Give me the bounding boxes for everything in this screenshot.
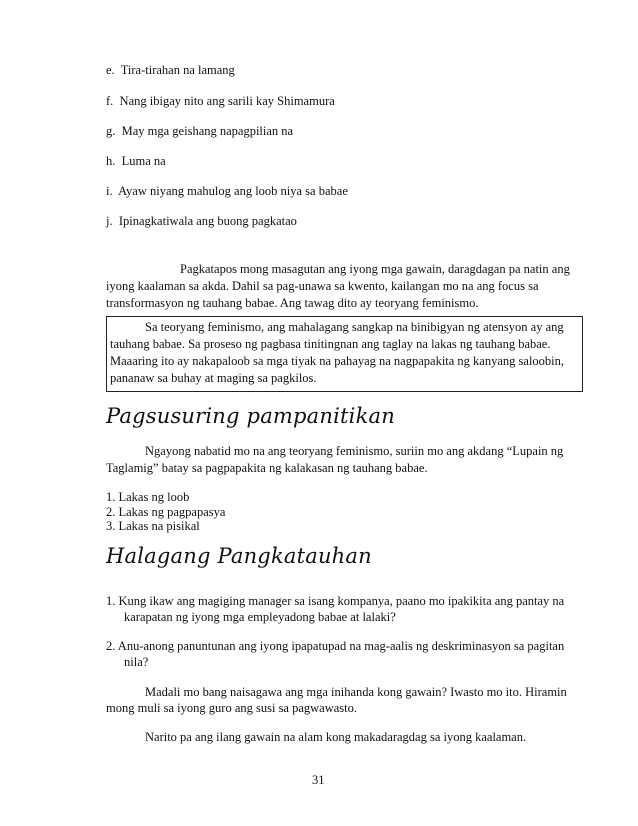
- item-text: Luma na: [121, 154, 166, 168]
- item-text: May mga geishang napagpilian na: [121, 124, 294, 138]
- section-heading-halagang: Halagang Pangkatauhan: [106, 544, 372, 568]
- item-label: g.: [106, 124, 116, 138]
- item-label: j.: [106, 214, 113, 228]
- item-text: Nang ibigay nito ang sarili kay Shimamura: [119, 94, 335, 108]
- question-2-line-1: 2. Anu-anong panuntunan ang iyong ipapatupad na mag-aalis ng deskriminasyon sa pagitan: [106, 639, 565, 653]
- item-g: [106, 124, 293, 139]
- item-label: h.: [106, 154, 116, 168]
- item-text: Ipinagkatiwala ang buong pagkatao: [118, 214, 297, 228]
- item-h: [106, 154, 166, 169]
- section-heading-pagsusuring: Pagsusuring pampanitikan: [106, 404, 395, 428]
- section1-para-line-2: Taglamig” batay sa pagpapakita ng kalakasan ng tauhang babae.: [106, 461, 428, 475]
- intro-line-1: Pagkatapos mong masagutan ang iyong mga gawain, daragdagan pa natin ang: [180, 262, 570, 276]
- item-label: e.: [106, 63, 115, 77]
- section1-para-line-1: Ngayong nabatid mo na ang teoryang feminismo, suriin mo ang akdang “Lupain ng: [145, 444, 564, 458]
- box-line-1: Sa teoryang feminismo, ang mahalagang sangkap na binibigyan ng atensyon ay ang: [145, 320, 564, 334]
- final-line: Narito pa ang ilang gawain na alam kong makadaragdag sa iyong kaalaman.: [145, 730, 527, 744]
- list-item: 1. Lakas ng loob: [106, 490, 190, 504]
- question-1-line-2: karapatan ng iyong mga empleyadong babae at lalaki?: [124, 610, 396, 624]
- list-item: 2. Lakas ng pagpapasya: [106, 504, 226, 519]
- intro-line-3: transformasyon ng tauhang babae. Ang tawag dito ay teoryang feminismo.: [106, 296, 479, 310]
- strength-list: [106, 490, 225, 534]
- item-e: [106, 63, 235, 78]
- item-text: Ayaw niyang mahulog ang loob niya sa babae: [118, 184, 348, 198]
- question-2-line-2: nila?: [124, 655, 149, 669]
- box-line-3: Maaaring ito ay nakapaloob sa mga tiyak na pahayag na nagpapakita ng kanyang saloobin,: [110, 354, 565, 368]
- item-label: f.: [106, 94, 114, 108]
- closing-line-1: Madali mo bang naisagawa ang mga inihanda kong gawain? Iwasto mo ito. Hiramin: [145, 685, 567, 699]
- item-i: [106, 184, 348, 199]
- box-line-2: tauhang babae. Sa proseso ng pagbasa tinitingnan ang taglay na lakas ng tauhang babae.: [110, 337, 551, 351]
- intro-line-2: iyong kaalaman sa akda. Dahil sa pag-unawa sa kwento, kailangan mo na ang focus sa: [106, 279, 539, 293]
- box-line-4: pananaw sa buhay at maging sa pagkilos.: [110, 371, 317, 385]
- item-label: i.: [106, 184, 113, 198]
- item-f: [106, 94, 335, 109]
- question-1-line-1: 1. Kung ikaw ang magiging manager sa isang kompanya, paano mo ipakikita ang pantay na: [106, 594, 565, 608]
- item-j: [106, 214, 297, 229]
- item-text: Tira-tirahan na lamang: [120, 63, 235, 77]
- list-item: 3. Lakas na pisikal: [106, 519, 200, 533]
- closing-line-2: mong muli sa iyong guro ang susi sa pagwawasto.: [106, 701, 358, 715]
- page-number: 31: [312, 773, 325, 787]
